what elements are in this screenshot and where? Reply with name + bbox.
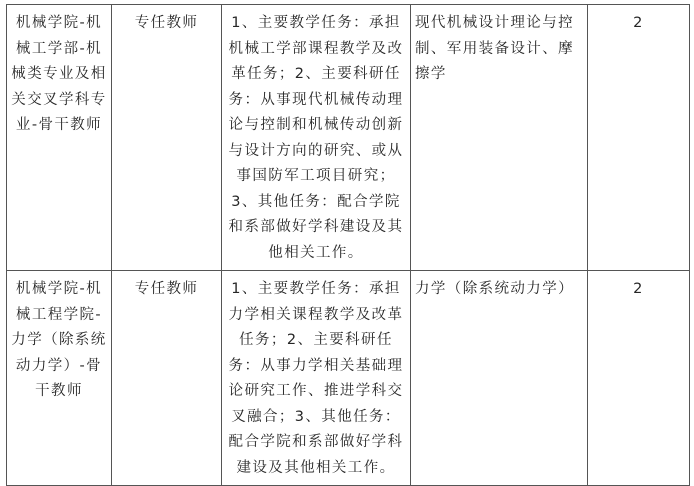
position-type-cell: 专任教师: [112, 271, 222, 486]
duties-cell: 1、主要教学任务：承担力学相关课程教学及改革任务；2、主要科研任务：从事力学相关基础理论研究工作、推进学科交叉融合；3、其他任务：配合学院和系部做好学科建设及其他相关工作。: [222, 271, 411, 486]
duties-cell: 1、主要教学任务：承担机械工学部课程教学及改革任务；2、主要科研任务：从事现代机械传动理论与控制和机械传动创新与设计方向的研究、或从事国防军工项目研究；3、其他任务：配合学院和系部做好学科建设及其他相关工作。: [222, 5, 411, 271]
field-cell: 现代机械设计理论与控制、军用装备设计、摩擦学: [411, 5, 588, 271]
headcount-cell: 2: [588, 271, 690, 486]
unit-cell: 机械学院-机械工学部-机械类专业及相关交叉学科专业-骨干教师: [7, 5, 112, 271]
unit-cell: 机械学院-机械工程学院-力学（除系统动力学）-骨干教师: [7, 271, 112, 486]
headcount-cell: 2: [588, 5, 690, 271]
table-row: [7, 271, 690, 486]
position-type-cell: 专任教师: [112, 5, 222, 271]
position-table: [6, 4, 690, 486]
field-cell: 力学（除系统动力学）: [411, 271, 588, 486]
table-row: [7, 5, 690, 271]
